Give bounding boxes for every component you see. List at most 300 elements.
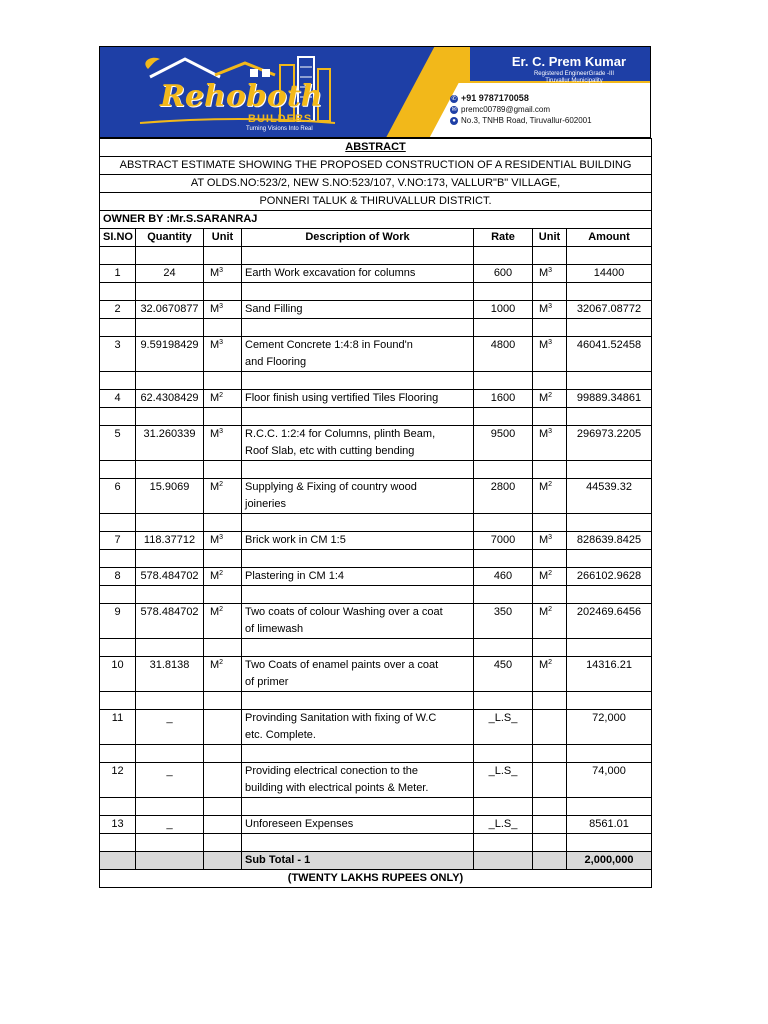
item-slno: 4 <box>100 390 136 408</box>
empty-cell <box>204 550 242 568</box>
item-unit <box>204 568 242 586</box>
item-quantity: 31.260339 <box>136 426 204 461</box>
spacer-row <box>100 319 652 337</box>
item-description <box>242 568 474 586</box>
item-unit <box>204 532 242 550</box>
item-unit-2 <box>533 816 567 834</box>
empty-cell <box>136 319 204 337</box>
empty-cell <box>100 319 136 337</box>
item-quantity: 24 <box>136 265 204 283</box>
subtotal-row <box>100 852 652 870</box>
item-unit-exponent: 3 <box>219 303 224 310</box>
item-unit-base: M <box>210 303 220 315</box>
empty-cell <box>136 834 204 852</box>
item-slno: 8 <box>100 568 136 586</box>
item-unit <box>204 337 242 372</box>
item-rate: 1600 <box>474 390 533 408</box>
phone-icon: ✆ <box>451 95 457 102</box>
item-unit-2-base: M <box>539 606 549 618</box>
document-title-line-3: PONNERI TALUK & THIRUVALLUR DISTRICT. <box>100 193 652 211</box>
item-description-line-1: Two Coats of enamel paints over a coat <box>245 659 439 671</box>
contact-address: No.3, TNHB Road, Tiruvallur-602001 <box>461 116 592 125</box>
empty-cell <box>533 834 567 852</box>
item-description-line-1: Brick work in CM 1:5 <box>245 534 346 546</box>
item-unit <box>204 710 242 745</box>
item-amount: 14316.21 <box>567 657 652 692</box>
empty-cell <box>204 283 242 301</box>
item-unit-2-base: M <box>539 570 549 582</box>
item-unit <box>204 265 242 283</box>
contact-email: premc00789@gmail.com <box>461 105 551 114</box>
item-amount: 72,000 <box>567 710 652 745</box>
empty-cell <box>100 798 136 816</box>
item-unit <box>204 604 242 639</box>
item-quantity: 118.37712 <box>136 532 204 550</box>
item-slno: 1 <box>100 265 136 283</box>
empty-cell <box>567 550 652 568</box>
spacer-row <box>100 834 652 852</box>
item-quantity: 62.4308429 <box>136 390 204 408</box>
empty-cell <box>533 319 567 337</box>
item-description-line-2: of limewash <box>245 623 304 635</box>
empty-cell <box>474 834 533 852</box>
item-unit-2-exponent: 2 <box>548 392 553 399</box>
empty-cell <box>567 283 652 301</box>
empty-cell <box>242 639 474 657</box>
empty-cell <box>567 745 652 763</box>
header-unit: Unit <box>204 229 242 247</box>
spacer-row <box>100 745 652 763</box>
item-description <box>242 301 474 319</box>
location-icon: ● <box>450 117 458 125</box>
empty-cell <box>533 798 567 816</box>
item-amount: 296973.2205 <box>567 426 652 461</box>
item-description-line-2: Roof Slab, etc with cutting bending <box>245 445 415 457</box>
abstract-estimate-table <box>99 138 652 888</box>
empty-cell <box>100 550 136 568</box>
item-rate: 7000 <box>474 532 533 550</box>
item-description-line-1: Unforeseen Expenses <box>245 818 354 830</box>
empty-cell <box>100 283 136 301</box>
empty-cell <box>242 692 474 710</box>
logo-tagline: Turning Visions Into Real <box>246 126 313 132</box>
spacer-row <box>100 408 652 426</box>
empty-cell <box>242 408 474 426</box>
item-quantity: 9.59198429 <box>136 337 204 372</box>
contact-block <box>450 93 592 126</box>
item-unit <box>204 301 242 319</box>
table-row <box>100 301 652 319</box>
empty-cell <box>204 586 242 604</box>
item-unit-base: M <box>210 481 220 493</box>
empty-cell <box>567 834 652 852</box>
item-slno: 2 <box>100 301 136 319</box>
item-unit-base: M <box>210 570 220 582</box>
empty-cell <box>100 372 136 390</box>
item-rate: _L.S_ <box>474 816 533 834</box>
item-description-line-1: Supplying & Fixing of country wood <box>245 481 417 493</box>
empty-cell <box>474 319 533 337</box>
header-unit-2: Unit <box>533 229 567 247</box>
empty-cell <box>100 408 136 426</box>
empty-cell <box>567 639 652 657</box>
empty-cell <box>100 834 136 852</box>
item-rate: 600 <box>474 265 533 283</box>
empty-cell <box>242 798 474 816</box>
empty-cell <box>474 639 533 657</box>
empty-cell <box>533 692 567 710</box>
item-unit-2 <box>533 390 567 408</box>
table-row <box>100 265 652 283</box>
item-unit-base: M <box>210 534 220 546</box>
empty-cell <box>136 247 204 265</box>
empty-cell <box>533 745 567 763</box>
item-unit-2-base: M <box>539 339 549 351</box>
empty-cell <box>136 408 204 426</box>
item-unit-2 <box>533 479 567 514</box>
item-unit-2 <box>533 532 567 550</box>
spacer-row <box>100 283 652 301</box>
item-amount: 46041.52458 <box>567 337 652 372</box>
item-description-line-1: Two coats of colour Washing over a coat <box>245 606 443 618</box>
item-description <box>242 532 474 550</box>
item-description <box>242 604 474 639</box>
item-unit-exponent: 2 <box>219 606 224 613</box>
item-unit <box>204 390 242 408</box>
item-quantity: _ <box>136 816 204 834</box>
empty-cell <box>567 319 652 337</box>
empty-cell <box>474 692 533 710</box>
empty-cell <box>136 798 204 816</box>
item-unit-2 <box>533 265 567 283</box>
item-unit-2-exponent: 2 <box>548 659 553 666</box>
empty-cell <box>136 514 204 532</box>
empty-cell <box>567 586 652 604</box>
empty-cell <box>533 852 567 870</box>
document-heading: ABSTRACT <box>100 139 652 157</box>
table-row <box>100 337 652 372</box>
item-unit-2-base: M <box>539 392 549 404</box>
item-unit <box>204 479 242 514</box>
empty-cell <box>100 692 136 710</box>
item-description <box>242 657 474 692</box>
spacer-row <box>100 550 652 568</box>
item-quantity: _ <box>136 710 204 745</box>
empty-cell <box>474 461 533 479</box>
item-description-line-1: Cement Concrete 1:4:8 in Found'n <box>245 339 413 351</box>
empty-cell <box>474 798 533 816</box>
item-amount: 828639.8425 <box>567 532 652 550</box>
empty-cell <box>567 514 652 532</box>
empty-cell <box>567 692 652 710</box>
item-rate: 350 <box>474 604 533 639</box>
empty-cell <box>567 461 652 479</box>
table-row <box>100 390 652 408</box>
item-unit-2-exponent: 3 <box>548 303 553 310</box>
item-amount: 266102.9628 <box>567 568 652 586</box>
item-description-line-2: etc. Complete. <box>245 729 316 741</box>
item-unit-2 <box>533 604 567 639</box>
item-unit-2 <box>533 763 567 798</box>
item-amount: 14400 <box>567 265 652 283</box>
item-description <box>242 265 474 283</box>
empty-cell <box>242 586 474 604</box>
item-rate: 1000 <box>474 301 533 319</box>
item-description-line-1: Floor finish using vertified Tiles Flooring <box>245 392 439 404</box>
empty-cell <box>100 639 136 657</box>
spacer-row <box>100 514 652 532</box>
item-rate: 9500 <box>474 426 533 461</box>
item-unit-2-base: M <box>539 303 549 315</box>
table-row <box>100 816 652 834</box>
empty-cell <box>474 745 533 763</box>
empty-cell <box>533 514 567 532</box>
empty-cell <box>567 798 652 816</box>
empty-cell <box>100 586 136 604</box>
header-quantity: Quantity <box>136 229 204 247</box>
item-unit-base: M <box>210 606 220 618</box>
header-rate: Rate <box>474 229 533 247</box>
table-header-row <box>100 229 652 247</box>
empty-cell <box>204 372 242 390</box>
empty-cell <box>474 372 533 390</box>
item-description <box>242 763 474 798</box>
table-row <box>100 763 652 798</box>
item-slno: 5 <box>100 426 136 461</box>
item-amount: 44539.32 <box>567 479 652 514</box>
item-description-line-1: Plastering in CM 1:4 <box>245 570 345 582</box>
spacer-row <box>100 798 652 816</box>
spacer-row <box>100 692 652 710</box>
spacer-row <box>100 639 652 657</box>
spacer-row <box>100 247 652 265</box>
item-description-line-2: and Flooring <box>245 356 307 368</box>
header-slno: SI.NO <box>100 229 136 247</box>
item-unit-base: M <box>210 428 220 440</box>
empty-cell <box>136 639 204 657</box>
empty-cell <box>474 247 533 265</box>
empty-cell <box>100 852 136 870</box>
empty-cell <box>136 745 204 763</box>
item-unit-base: M <box>210 392 220 404</box>
empty-cell <box>533 408 567 426</box>
item-unit-2 <box>533 337 567 372</box>
item-unit-2-base: M <box>539 428 549 440</box>
item-unit-exponent: 3 <box>219 339 224 346</box>
header-description: Description of Work <box>242 229 474 247</box>
empty-cell <box>100 247 136 265</box>
item-unit <box>204 763 242 798</box>
table-row <box>100 710 652 745</box>
engineer-name: Er. C. Prem Kumar <box>511 54 626 69</box>
empty-cell <box>567 372 652 390</box>
item-unit-exponent: 2 <box>219 659 224 666</box>
item-unit-exponent: 2 <box>219 481 224 488</box>
empty-cell <box>100 514 136 532</box>
empty-cell <box>204 834 242 852</box>
item-amount: 32067.08772 <box>567 301 652 319</box>
item-description <box>242 390 474 408</box>
empty-cell <box>204 408 242 426</box>
item-rate: 460 <box>474 568 533 586</box>
item-description-line-1: Provinding Sanitation with fixing of W.C <box>245 712 437 724</box>
item-description-line-2: building with electrical points & Meter. <box>245 782 429 794</box>
empty-cell <box>204 639 242 657</box>
company-logo <box>130 55 380 135</box>
item-unit-exponent: 2 <box>219 570 224 577</box>
table-row <box>100 479 652 514</box>
contact-email-row <box>450 104 592 115</box>
table-row <box>100 604 652 639</box>
item-unit-2 <box>533 657 567 692</box>
item-slno: 3 <box>100 337 136 372</box>
item-amount: 74,000 <box>567 763 652 798</box>
spacer-row <box>100 461 652 479</box>
item-rate: _L.S_ <box>474 710 533 745</box>
item-unit <box>204 816 242 834</box>
item-quantity: 32.0670877 <box>136 301 204 319</box>
logo-brand-name: Rehoboth <box>160 79 323 114</box>
amount-in-words: (TWENTY LAKHS RUPEES ONLY) <box>100 870 652 888</box>
item-quantity: 578.484702 <box>136 604 204 639</box>
item-unit-exponent: 3 <box>219 267 224 274</box>
empty-cell <box>242 372 474 390</box>
item-slno: 12 <box>100 763 136 798</box>
item-description-line-1: Sand Filling <box>245 303 303 315</box>
empty-cell <box>242 319 474 337</box>
spacer-row <box>100 586 652 604</box>
empty-cell <box>136 283 204 301</box>
empty-cell <box>136 461 204 479</box>
item-unit-base: M <box>210 659 220 671</box>
item-rate: 4800 <box>474 337 533 372</box>
item-unit <box>204 657 242 692</box>
letterhead-banner <box>99 46 651 138</box>
item-description <box>242 816 474 834</box>
item-description-line-1: R.C.C. 1:2:4 for Columns, plinth Beam, <box>245 428 436 440</box>
empty-cell <box>567 408 652 426</box>
item-quantity: 578.484702 <box>136 568 204 586</box>
item-unit-2 <box>533 710 567 745</box>
document-title-line-2: AT OLDS.NO:523/2, NEW S.NO:523/107, V.NO:173, VALLUR"B" VILLAGE, <box>100 175 652 193</box>
item-amount: 8561.01 <box>567 816 652 834</box>
item-unit-2-exponent: 2 <box>548 570 553 577</box>
empty-cell <box>533 639 567 657</box>
item-slno: 13 <box>100 816 136 834</box>
item-unit-2-exponent: 3 <box>548 339 553 346</box>
item-description <box>242 337 474 372</box>
contact-phone-row <box>450 93 592 104</box>
amount-in-words-row <box>100 870 652 888</box>
contact-phone: +91 9787170058 <box>461 93 529 103</box>
empty-cell <box>242 283 474 301</box>
empty-cell <box>204 852 242 870</box>
empty-cell <box>533 283 567 301</box>
item-amount: 202469.6456 <box>567 604 652 639</box>
empty-cell <box>100 461 136 479</box>
item-description <box>242 426 474 461</box>
spacer-row <box>100 372 652 390</box>
item-unit-2-base: M <box>539 481 549 493</box>
empty-cell <box>474 550 533 568</box>
empty-cell <box>533 586 567 604</box>
empty-cell <box>136 586 204 604</box>
empty-cell <box>204 319 242 337</box>
empty-cell <box>242 247 474 265</box>
owner-line: OWNER BY :Mr.S.SARANRAJ <box>100 211 652 229</box>
empty-cell <box>242 514 474 532</box>
subtotal-amount: 2,000,000 <box>567 852 652 870</box>
item-unit-exponent: 2 <box>219 392 224 399</box>
engineer-title <box>534 71 614 85</box>
item-unit-2 <box>533 301 567 319</box>
item-description <box>242 479 474 514</box>
item-unit-base: M <box>210 339 220 351</box>
item-quantity: _ <box>136 763 204 798</box>
empty-cell <box>533 247 567 265</box>
item-unit-2 <box>533 568 567 586</box>
item-unit-2-exponent: 3 <box>548 534 553 541</box>
empty-cell <box>136 550 204 568</box>
item-slno: 10 <box>100 657 136 692</box>
empty-cell <box>204 461 242 479</box>
item-unit-exponent: 3 <box>219 534 224 541</box>
empty-cell <box>136 372 204 390</box>
table-row <box>100 532 652 550</box>
empty-cell <box>474 408 533 426</box>
empty-cell <box>204 514 242 532</box>
item-slno: 7 <box>100 532 136 550</box>
empty-cell <box>242 550 474 568</box>
item-description-line-1: Providing electrical conection to the <box>245 765 419 777</box>
empty-cell <box>567 247 652 265</box>
empty-cell <box>136 692 204 710</box>
table-row <box>100 657 652 692</box>
empty-cell <box>474 852 533 870</box>
item-quantity: 15.9069 <box>136 479 204 514</box>
item-rate: 450 <box>474 657 533 692</box>
engineer-municipality: Tiruvallur Municipality <box>545 78 603 84</box>
contact-address-row <box>450 115 592 126</box>
empty-cell <box>474 586 533 604</box>
empty-cell <box>533 550 567 568</box>
item-unit-2 <box>533 426 567 461</box>
empty-cell <box>242 745 474 763</box>
item-unit-2-exponent: 3 <box>548 428 553 435</box>
empty-cell <box>474 514 533 532</box>
empty-cell <box>533 372 567 390</box>
empty-cell <box>204 745 242 763</box>
item-slno: 6 <box>100 479 136 514</box>
item-description-line-1: Earth Work excavation for columns <box>245 267 416 279</box>
empty-cell <box>533 461 567 479</box>
empty-cell <box>136 852 204 870</box>
empty-cell <box>100 745 136 763</box>
item-rate: _L.S_ <box>474 763 533 798</box>
table-row <box>100 568 652 586</box>
item-unit <box>204 426 242 461</box>
item-unit-2-exponent: 2 <box>548 481 553 488</box>
engineer-grade: Registered EngineerGrade -III <box>533 71 614 77</box>
item-quantity: 31.8138 <box>136 657 204 692</box>
item-description-line-2: of primer <box>245 676 289 688</box>
empty-cell <box>474 283 533 301</box>
empty-cell <box>204 247 242 265</box>
empty-cell <box>242 834 474 852</box>
item-unit-2-base: M <box>539 659 549 671</box>
item-unit-2-base: M <box>539 534 549 546</box>
item-slno: 9 <box>100 604 136 639</box>
